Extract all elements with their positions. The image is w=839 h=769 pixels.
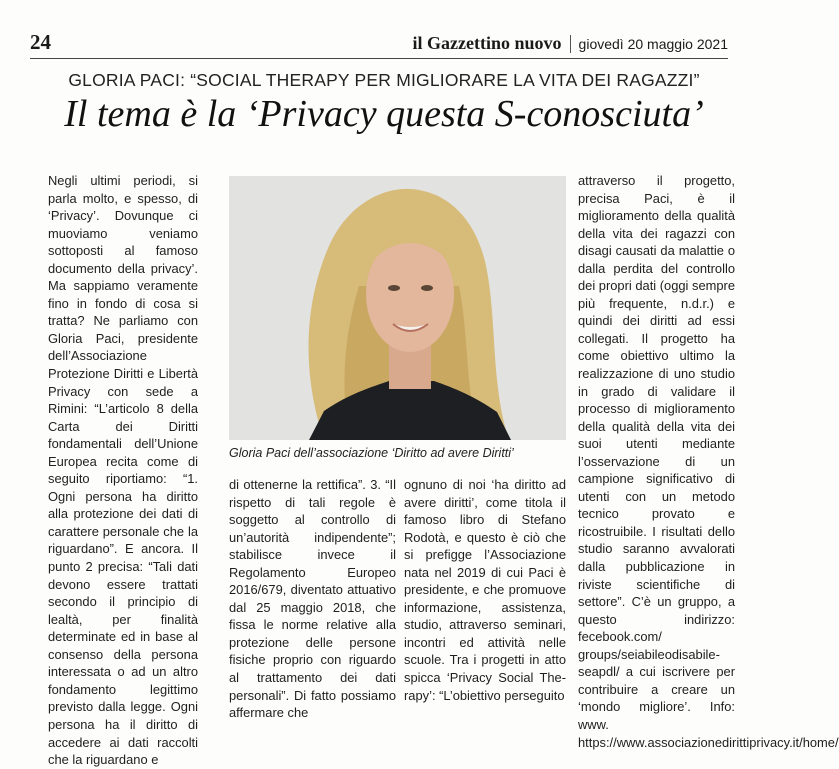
portrait-illustration [229,176,566,440]
page-number: 24 [30,30,51,54]
page-header [413,33,728,54]
portrait-photo [229,176,566,440]
article-kicker: GLORIA PACI: “SOCIAL THERAPY PER MIGLIORARE LA VITA DEI RAGAZZI” [68,70,700,90]
article-column-2: di ottenerne la rettifica”. 3. “Il rispetto di tali regole è soggetto al controllo di un’autorità indipendente”; stabilisce invece il Regolamento Europeo 2016/679, diventato attuativo dal 25 maggio 2018, che fissa le norme relative alla protezione delle persone fisiche proprio con riguardo al trattamento dei dati personali”. Di fatto possiamo affermare che [229,477,396,721]
article-headline: Il tema è la ‘Privacy questa S-conosciuta’ [64,93,704,135]
header-rule [30,58,728,59]
article-column-4: attraverso il progetto, precisa Paci, è il miglioramento della qualità della vita dei ragazzi con disagi causati da malattie o dalla perdita del controllo dei propri dati (oggi sempre più frequente, n.d.r.) e quindi dei diritti ad essi collegati. Il progetto ha come obiettivo ultimo la realizzazione di uno studio in grado di validare il processo di miglioramento della qualità della vita dei suoi utenti mediante l’osservazione di un campione significativo di utenti con un metodo tecnico provato e ricostruibile. I risultati dello studio saranno avvalorati dalla pubblicazione in riviste scientifiche di settore”. C’è un gruppo, a questo indirizzo: fecebook.com/ groups/seiabileodisabile-seapdl/ a cui iscrivere per contribuire a creare un ‘mondo migliore’. Info: www. https://www.associazionedirittiprivacy.it/home/ [578,173,839,750]
masthead: il Gazzettino nuovo [412,33,562,53]
issue-date: giovedì 20 maggio 2021 [578,36,728,52]
article-column-3: ognuno di noi ‘ha diritto ad avere diritti’, come titola il famoso libro di Stefano Rodotà, e questo è ciò che si prefigge l’Associazione nata nel 2019 di cui Paci è presidente, e che promuove informazione, assistenza, studio, attraverso seminari, incontri ed attività nelle scuole. Tra i progetti in atto spicca ‘Privacy Social The-rapy’: “L’obiettivo perseguito [404,477,566,703]
photo-caption: Gloria Paci dell’associazione ‘Diritto ad avere Diritti’ [229,446,514,460]
header-divider [570,35,571,53]
article-column-1: Negli ultimi periodi, si parla molto, e spesso, di ‘Privacy’. Dovunque ci muoviamo veniamo sottoposti al famoso documento della privacy’. Ma sappiamo veramente fino in fondo di cosa si tratta? Ne parliamo con Gloria Paci, presidente dell’Associazione Protezione Diritti e Libertà Privacy con sede a Rimini: “L’articolo 8 della Carta dei Diritti fondamentali dell’Unione Europea recita come di seguito riportiamo: “1. Ogni persona ha diritto alla protezione dei dati di carattere personale che la riguardano”. E ancora. Il punto 2 precisa: “Tali dati devono essere trattati secondo il principio di lealtà, per finalità determinate ed in base al consenso della persona interessata o ad un altro fondamento legittimo previsto dalla legge. Ogni persona ha il diritto di accedere ai dati raccolti che la riguardano e [48,173,198,768]
